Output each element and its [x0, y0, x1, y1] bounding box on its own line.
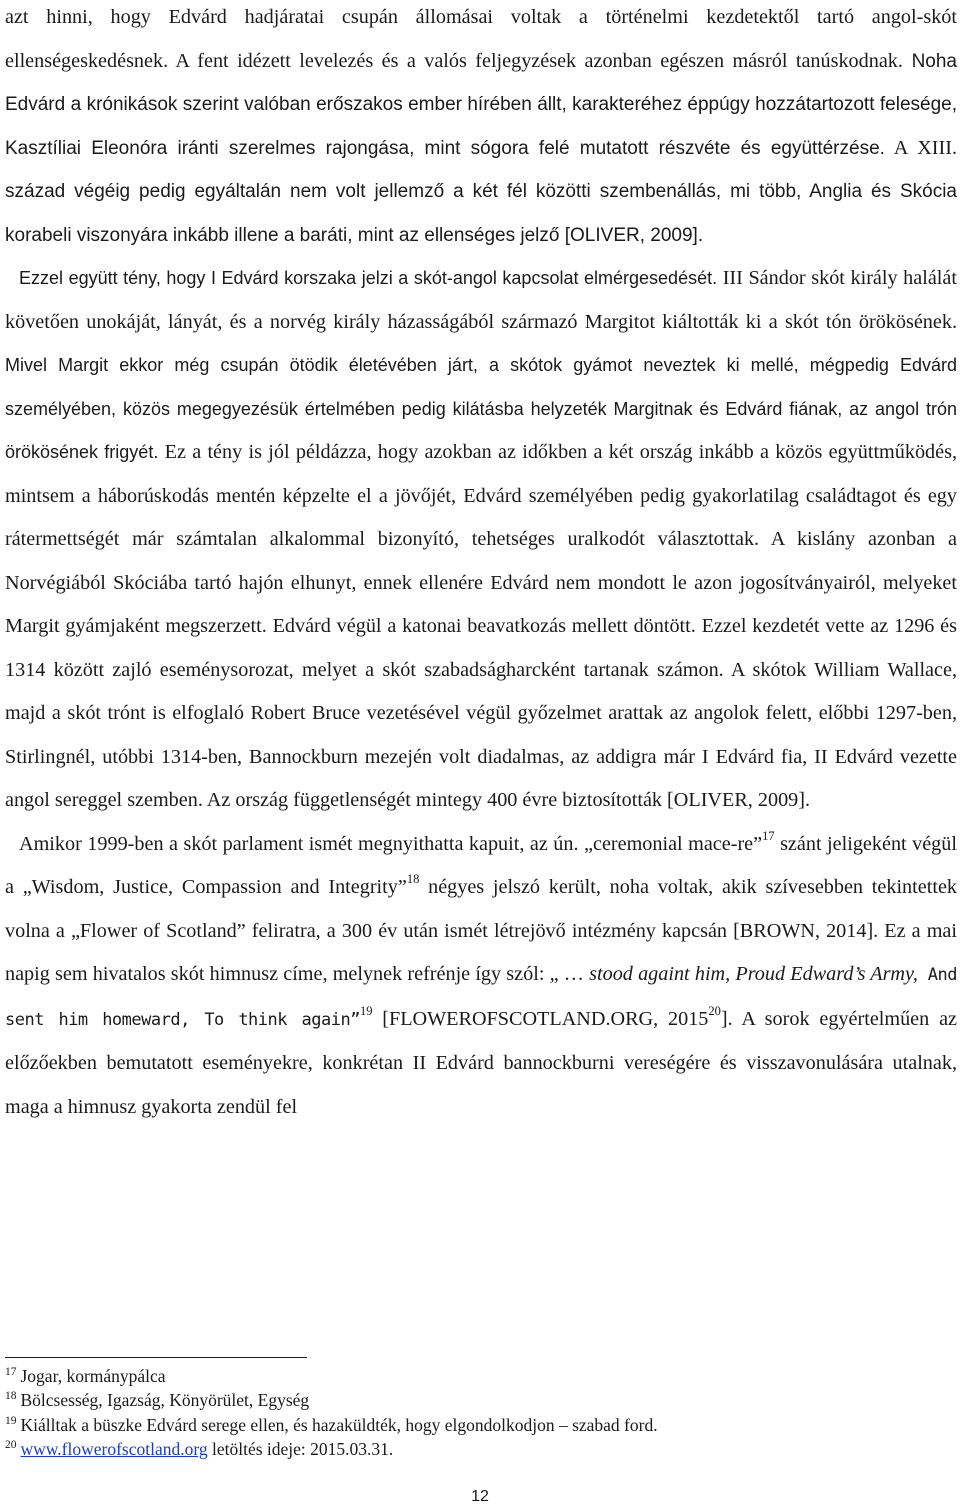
footnote-number: 17 — [5, 1366, 17, 1378]
p3-anthem-lyric: stood againt him, Proud Edward’s Army, — [589, 963, 918, 985]
footnote-ref-19[interactable]: 19 — [359, 1003, 373, 1018]
p3-text-b: szánt jeligeként végül a „Wisdom, Justice, Compassion and Integrity” — [5, 832, 957, 898]
body-text — [5, 0, 957, 1129]
p1-sentence-a: azt hinni, hogy Edvárd hadjáratai csupán állomásai voltak a történelmi kezdetektől tartó angol-skót ellenségeskedésnek. A fent idézett levelezés és a valós feljegyzések azonban egészen másról tanúskodnak. — [5, 6, 957, 72]
footnote-number: 20 — [5, 1438, 17, 1451]
paragraph-2 — [5, 257, 957, 823]
footnote-ref-18[interactable]: 18 — [406, 872, 420, 886]
p1-sentence-c: A XIII. — [884, 136, 957, 159]
footnote-17 — [5, 1364, 955, 1388]
p2-sentence-d: Ez a tény is jól példázza, hogy azokban az időkben a két ország inkább a közös együttműködés, mintsem a háborúskodás mentén képzelte el a jövőjét, Edvárd személyében pedig gyakorlatilag családtagot és egy rátermettségét már számtalan alkalommal bizonyító, tehetséges uralkodót választottak. — [5, 441, 957, 550]
footnote-ref-20[interactable]: 20 — [708, 1003, 721, 1018]
p3-text-f: ]. A sorok egyértelműen az előzőekben bemutatott eseményekre, konkrétan II Edvárd bannockburni vereségére és visszavonulására utalnak, maga a himnusz gyakorta zendül fel — [5, 1007, 957, 1118]
footnotes — [5, 1364, 955, 1461]
footnote-19 — [5, 1413, 955, 1437]
paragraph-1 — [5, 0, 957, 257]
p1-sentence-d: század végéig pedig egyáltalán nem volt jellemző a két fél közötti szembenállás, mi több, Anglia és Skócia korabeli viszonyára inkább illene a baráti, mint az ellenséges jelző [OLIVER, 2009]. — [5, 181, 957, 246]
p2-sentence-e: A kislány azonban a Norvégiából Skóciába tartó hajón elhunyt, ennek ellenére Edvárd nem mondott le azon jogosítványairól, melyeket Margit gyámjaként megszerzett. Edvárd végül a katonai beavatkozás mellett döntött. Ezzel kezdetét vette az 1296 és 1314 között zajló eseménysorozat, melyet a skót szabadságharcként tartanak számon. A skótok William Wallace, majd a skót trónt is elfoglaló Robert Bruce vezetésével végül győzelmet arattak az angolok felett, előbbi 1297-ben, Stirlingnél, utóbbi 1314-ben, Bannockburn mezején volt diadalmas, az addigra már I Edvárd fia, II Edvárd vezette angol sereggel szemben. Az ország függetlenségét mintegy 400 évre biztosították [OLIVER, 2009]. — [5, 528, 957, 811]
footnote-20 — [5, 1437, 955, 1461]
p2-sentence-c: Mivel Margit ekkor még csupán ötödik életévében járt, a skótok gyámot neveztek ki mellé, mégpedig Edvárd személyében, közös megegyezésük értelmében pedig kilátásba helyzeték Margitnak és Edvárd fiának, az angol trón örökösének frigyét. — [5, 355, 957, 462]
flowerofscotland-link[interactable]: www.flowerofscotland.org — [20, 1438, 208, 1459]
p3-text-d: And sent him homeward, To think again” — [5, 965, 957, 1030]
footnote-number: 19 — [5, 1414, 17, 1427]
footnote-text: Bölcsesség, Igazság, Könyörület, Egység — [20, 1390, 310, 1411]
paragraph-3 — [5, 823, 957, 1130]
p1-sentence-b: Noha Edvárd a krónikások szerint valóban erőszakos ember hírében állt, karakteréhez éppúgy hozzátartozott felesége, Kasztíliai Eleonóra iránti szerelmes rajongása, mint sógora felé mutatott részvéte és együttérzése. — [5, 50, 957, 159]
p2-sentence-b: III Sándor skót király halálát követően unokáját, lányát, és a norvég király házasságából származó Margitot kiáltották ki a skót tón örökösének. — [5, 267, 957, 333]
p2-sentence-a: Ezzel együtt tény, hogy I Edvárd korszaka jelzi a skót-angol kapcsolat elmérgesedését. — [19, 268, 718, 288]
footnote-18 — [5, 1388, 955, 1412]
footnote-text: Jogar, kormánypálca — [20, 1366, 166, 1386]
p3-text-e: [FLOWEROFSCOTLAND.ORG, 2015 — [372, 1007, 709, 1030]
footnote-text: Kiálltak a büszke Edvárd serege ellen, és hazaküldték, hogy elgondolkodjon – szabad ford. — [20, 1414, 658, 1435]
footnote-text: letöltés ideje: 2015.03.31. — [207, 1438, 394, 1459]
page-number: 12 — [471, 1488, 489, 1505]
footnote-ref-17[interactable]: 17 — [762, 828, 775, 843]
p3-text-c: négyes jelszó került, noha voltak, akik szívesebben tekintettek volna a „Flower of Scotland” feliratra, a 300 év után ismét létrejövő intézmény kapcsán [BROWN, 2014]. Ez a mai napig sem hivatalos skót himnusz címe, melynek refrénje így szól: „ … — [5, 876, 957, 985]
footnote-separator — [5, 1357, 307, 1358]
footnote-number: 18 — [5, 1390, 17, 1403]
p3-text-a: Amikor 1999-ben a skót parlament ismét megnyithatta kapuit, az ún. „ceremonial mace-re” — [19, 832, 763, 855]
